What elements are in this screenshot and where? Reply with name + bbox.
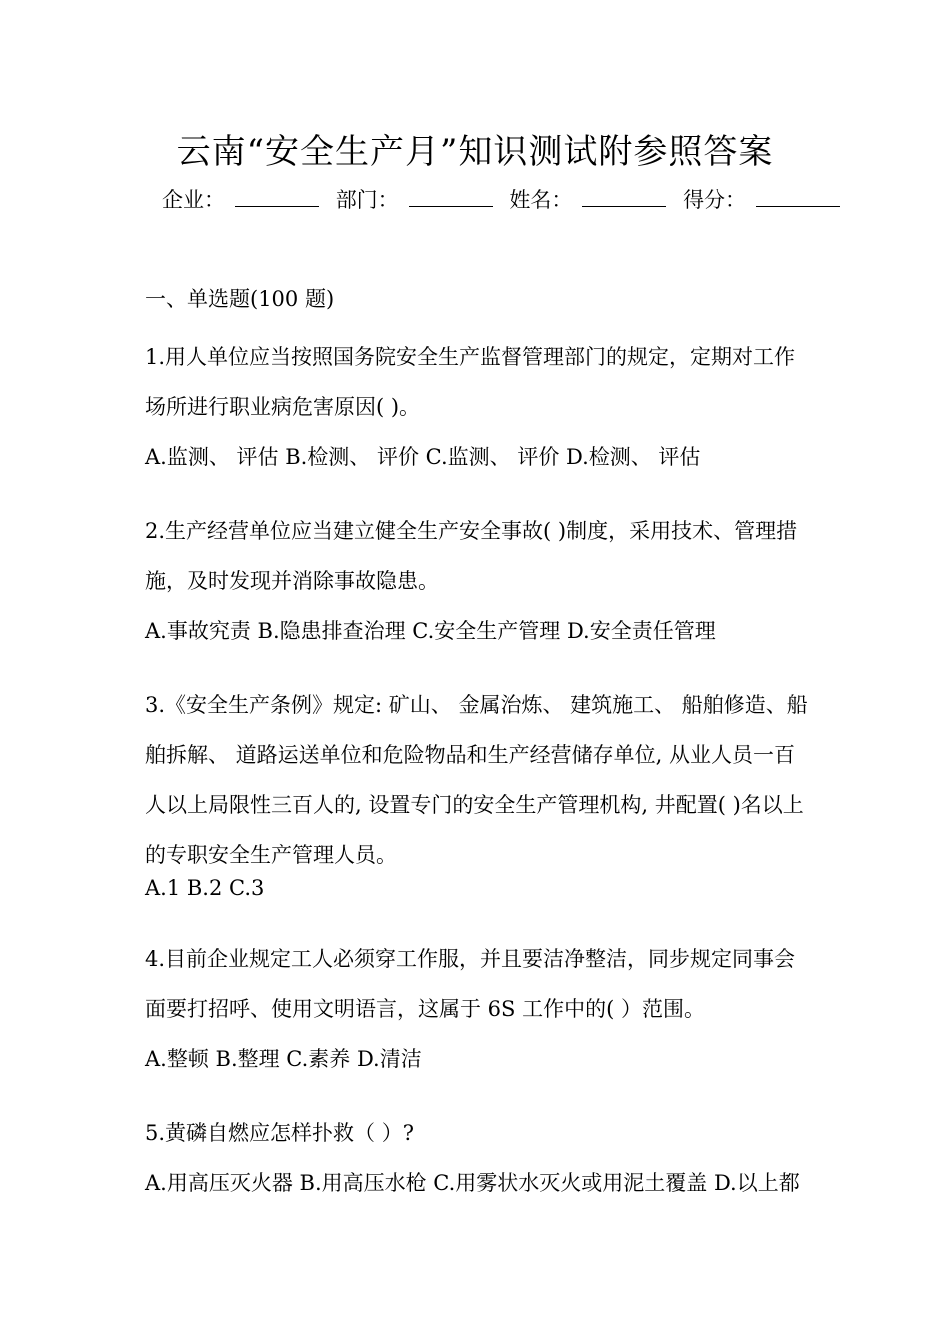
question-5-options: A.用高压灭火器 B.用高压水枪 C.用雾状水灭火或用泥土覆盖 D.以上都 bbox=[145, 1171, 800, 1195]
question-3-text: 3.《安全生产条例》规定: 矿山、 金属治炼、 建筑施工、 船舶修造、船舶拆解、 道路运送单位和危险物品和生产经营储存单位, 从业人员一百人以上局限性三百人的, 设置专门的安全生产管理机构, 井配置( )名以上的专职安全生产管理人员。 bbox=[145, 693, 808, 867]
field-name bbox=[509, 183, 666, 217]
question-2-options: A.事故究责 B.隐患排查治理 C.安全生产管理 D.安全责任管理 bbox=[145, 619, 716, 643]
question-5-text: 5.黄磷自燃应怎样扑救（ ）? bbox=[145, 1121, 414, 1145]
field-name-blank[interactable] bbox=[582, 188, 666, 207]
question-4-options: A.整顿 B.整理 C.素养 D.清洁 bbox=[145, 1047, 422, 1071]
field-score-label: 得分： bbox=[683, 188, 747, 212]
header-fields bbox=[162, 183, 850, 217]
question-4-text: 4.目前企业规定工人必须穿工作服，并且要洁净整洁，同步规定同事会面要打招呼、使用文明语言，这属于 6S 工作中的( ）范围。 bbox=[145, 947, 796, 1021]
field-company-label: 企业： bbox=[162, 188, 225, 212]
field-department bbox=[336, 183, 493, 217]
question-1-options: A.监测、 评估 B.检测、 评价 C.监测、 评价 D.检测、 评估 bbox=[145, 445, 701, 469]
field-company bbox=[162, 183, 319, 217]
field-department-blank[interactable] bbox=[409, 188, 493, 207]
question-3-options: A.1 B.2 C.3 bbox=[145, 876, 265, 900]
question-1-text: 1.用人单位应当按照国务院安全生产监督管理部门的规定，定期对工作场所进行职业病危害原因( )。 bbox=[145, 345, 796, 419]
field-company-blank[interactable] bbox=[235, 188, 319, 207]
field-department-label: 部门： bbox=[335, 188, 399, 212]
question-list bbox=[145, 282, 810, 1232]
field-name-label: 姓名： bbox=[509, 188, 573, 212]
document-title: 云南“安全生产月”知识测试附参照答案 bbox=[176, 132, 774, 172]
field-score bbox=[683, 183, 840, 217]
question-2-text: 2.生产经营单位应当建立健全生产安全事故( )制度，采用技术、管理措施，及时发现并消除事故隐患。 bbox=[145, 519, 798, 593]
field-score-blank[interactable] bbox=[756, 188, 840, 207]
section-heading: 一、单选题(100 题) bbox=[145, 287, 335, 311]
